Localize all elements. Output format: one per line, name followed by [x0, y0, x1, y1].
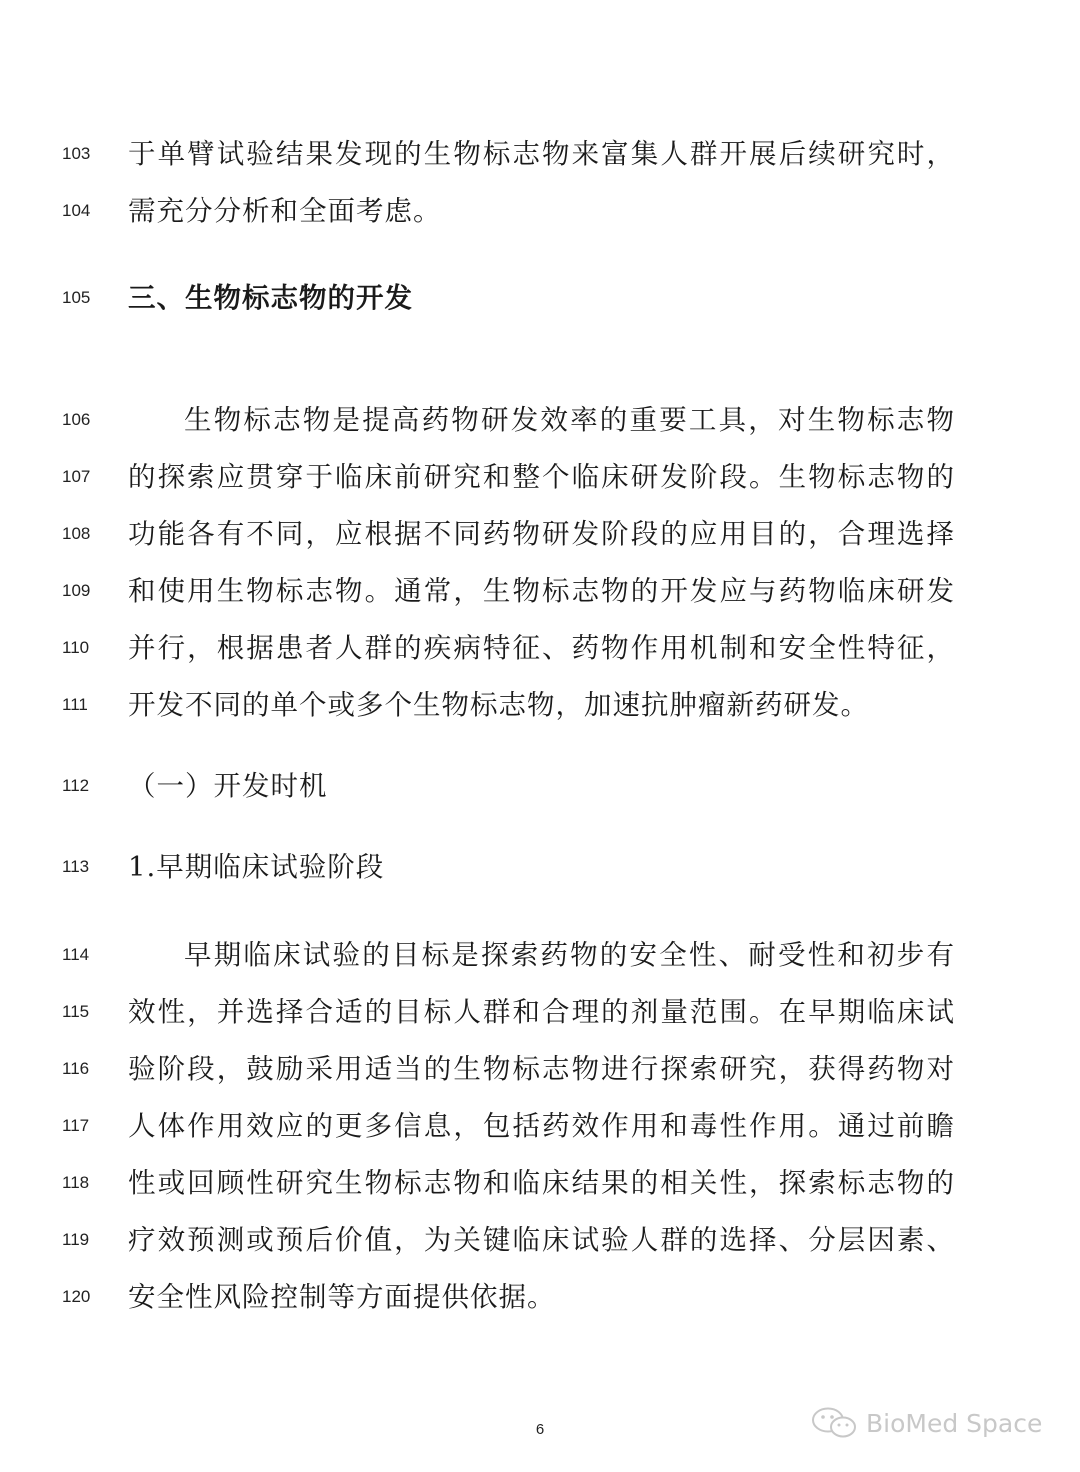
text-line — [0, 400, 1080, 440]
text-line — [0, 935, 1080, 975]
text-line — [0, 191, 1080, 231]
line-number: 108 — [62, 524, 91, 543]
line-number: 116 — [62, 1059, 90, 1078]
text-line — [0, 457, 1080, 497]
line-number: 111 — [62, 695, 88, 714]
line-number: 113 — [62, 857, 90, 876]
text-line — [0, 992, 1080, 1032]
line-text: 需充分分析和全面考虑。 — [128, 195, 442, 227]
line-text: 验阶段，鼓励采用适当的生物标志物进行探索研究，获得药物对 — [128, 1053, 954, 1085]
line-text: 早期临床试验的目标是探索药物的安全性、耐受性和初步有 — [184, 939, 954, 971]
heading-text: （一）开发时机 — [128, 770, 328, 802]
text-line — [0, 134, 1080, 174]
subsection-heading — [0, 847, 1080, 887]
line-number: 105 — [62, 288, 91, 307]
heading-text: 三、生物标志物的开发 — [128, 282, 413, 314]
section-heading — [0, 278, 1080, 318]
heading-text: 1.早期临床试验阶段 — [128, 851, 385, 883]
line-text: 疗效预测或预后价值，为关键临床试验人群的选择、分层因素、 — [128, 1224, 954, 1256]
line-number: 107 — [62, 467, 91, 486]
page-number: 6 — [535, 1421, 545, 1438]
line-number: 104 — [62, 201, 91, 220]
line-number: 119 — [62, 1230, 90, 1249]
text-line — [0, 1220, 1080, 1260]
text-line — [0, 1106, 1080, 1146]
line-text: 并行，根据患者人群的疾病特征、药物作用机制和安全性特征， — [128, 632, 954, 664]
line-text: 和使用生物标志物。通常，生物标志物的开发应与药物临床研发 — [128, 575, 954, 607]
line-number: 117 — [62, 1116, 90, 1135]
line-number: 103 — [62, 144, 91, 163]
watermark-text: BioMed Space — [866, 1408, 1043, 1438]
line-number: 114 — [62, 945, 90, 964]
line-text: 效性，并选择合适的目标人群和合理的剂量范围。在早期临床试 — [128, 996, 954, 1028]
line-number: 120 — [62, 1287, 91, 1306]
wechat-icon — [810, 1406, 858, 1440]
watermark — [810, 1403, 1042, 1443]
text-line — [0, 1049, 1080, 1089]
subsection-heading — [0, 766, 1080, 806]
line-text: 性或回顾性研究生物标志物和临床结果的相关性，探索标志物的 — [128, 1167, 954, 1199]
line-number: 112 — [62, 776, 90, 795]
line-text: 生物标志物是提高药物研发效率的重要工具，对生物标志物 — [184, 404, 954, 436]
text-line — [0, 685, 1080, 725]
text-line — [0, 571, 1080, 611]
line-text: 的探索应贯穿于临床前研究和整个临床研发阶段。生物标志物的 — [128, 461, 954, 493]
line-number: 115 — [62, 1002, 90, 1021]
line-number: 106 — [62, 410, 91, 429]
text-line — [0, 1277, 1080, 1317]
line-text: 安全性风险控制等方面提供依据。 — [128, 1281, 556, 1313]
text-line — [0, 514, 1080, 554]
line-number: 110 — [62, 638, 90, 657]
text-line — [0, 1163, 1080, 1203]
line-text: 人体作用效应的更多信息，包括药效作用和毒性作用。通过前瞻 — [128, 1110, 954, 1142]
line-number: 109 — [62, 581, 91, 600]
line-text: 于单臂试验结果发现的生物标志物来富集人群开展后续研究时， — [128, 138, 954, 170]
text-line — [0, 628, 1080, 668]
line-number: 118 — [62, 1173, 90, 1192]
line-text: 开发不同的单个或多个生物标志物，加速抗肿瘤新药研发。 — [128, 689, 869, 721]
line-text: 功能各有不同，应根据不同药物研发阶段的应用目的，合理选择 — [128, 518, 954, 550]
